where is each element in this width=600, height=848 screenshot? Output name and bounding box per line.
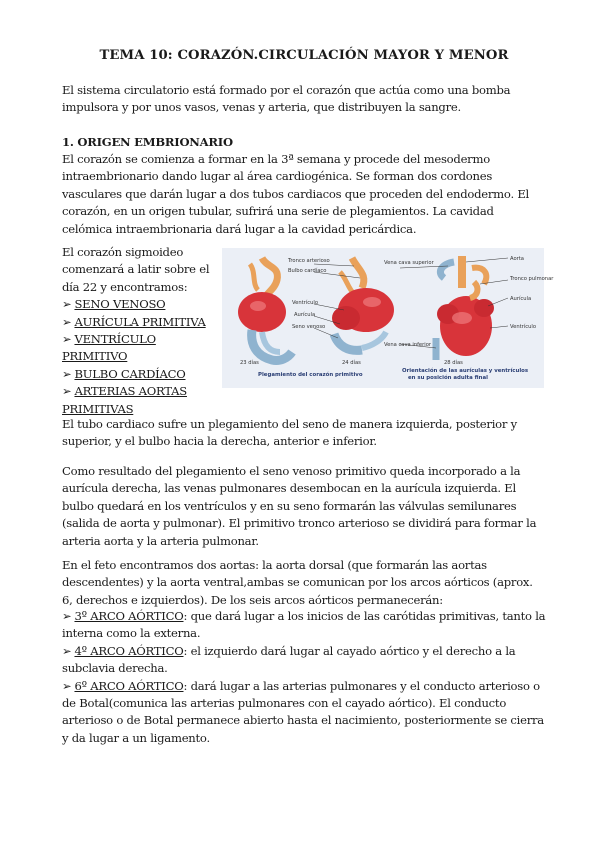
- svg-text:Aurícula: [510, 295, 531, 302]
- origen-paragraph: El corazón se comienza a formar en la 3ª semana y procede del mesodermo intraembrionario dando lugar al área cardiogénica. Se forman dos cordones vasculares que darán lugar a dos tubos cardiacos que proceden del endodermo. El corazón, en un origen tubular, sufrirá una serie de plegamientos. La cavidad celómica intraembrionaria dará lugar a la cavidad pericárdica.: [62, 152, 529, 236]
- arrow-bullet-icon: ➢: [62, 678, 72, 693]
- svg-text:Tronco arterioso: [287, 258, 330, 264]
- svg-text:28 días: [444, 359, 463, 366]
- label-auricula: Aurícula: [294, 312, 316, 318]
- svg-text:Ventrículo: [510, 323, 536, 330]
- day-label: 23 días: [240, 360, 259, 366]
- arco-text: : dará lugar a las arterias pulmonares y el conducto arterioso o de Botal(comunica las arterias pulmonares con el cayado aórtico). El conducto arterioso o de Botal permanece abierto hasta el nacimiento, posteriormente se cierra y da lugar a un ligamento.: [62, 678, 544, 745]
- label-seno-venoso: Seno venoso: [292, 324, 326, 330]
- label-ventriculo: Ventrículo: [292, 300, 318, 306]
- list-item: [62, 608, 546, 643]
- feto-paragraph: En el feto encontramos dos aortas: la aorta dorsal (que formarán las aortas descendentes) y la aorta ventral,ambas se comunican por los arcos aórticos (aprox. 6, derechos e izquierdos). De los seis arcos aórticos permanecerán:: [62, 558, 533, 607]
- label-vena-cava-inferior: Vena cava inferior: [384, 342, 432, 348]
- resultado-paragraph: Como resultado del plegamiento el seno venoso primitivo queda incorporado a la aurícula derecha, las venas pulmonares desembocan en la aurícula izquierda. El bulbo quedará en los ventrículos y en su seno formarán las válvulas semilunares (salida de aorta y pulmonar). El primitivo tronco arterioso se dividirá para formar la arteria aorta y la arteria pulmonar.: [62, 464, 537, 548]
- arco-name: 6º ARCO AÓRTICO: [74, 678, 184, 693]
- arrow-bullet-icon: ➢: [62, 609, 72, 623]
- svg-text:Aurícula: [294, 311, 315, 318]
- arrow-bullet-icon: ➢: [62, 332, 72, 347]
- svg-text:Ventrículo: [292, 299, 318, 306]
- sigmoid-intro: El corazón sigmoideo comenzará a latir sobre el día 22 y encontramos:: [62, 245, 210, 294]
- svg-text:Aorta: [510, 256, 524, 262]
- sigmoid-block: [62, 244, 220, 418]
- page-title: TEMA 10: CORAZÓN.CIRCULACIÓN MAYOR Y MENOR: [99, 48, 509, 63]
- arrow-bullet-icon: ➢: [62, 366, 72, 381]
- section-heading-origen: 1. ORIGEN EMBRIONARIO: [62, 135, 233, 149]
- list-item: ➢ SENO VENOSO: [62, 297, 166, 312]
- arrow-bullet-icon: ➢: [62, 643, 72, 658]
- list-item: [62, 643, 546, 678]
- arrow-bullet-icon: ➢: [62, 314, 72, 329]
- plegamiento-paragraph: El tubo cardiaco sufre un plegamiento del seno de manera izquierda, posterior y superior, y el bulbo hacia la derecha, anterior e inferior.: [62, 417, 517, 449]
- svg-text:Plegamiento del corazón primit: [258, 371, 363, 378]
- caption-left: Plegamiento del corazón primitivo: [258, 372, 363, 378]
- label-tronco-pulmonar: Tronco pulmonar: [510, 276, 554, 282]
- list-item: ➢ BULBO CARDÍACO: [62, 366, 186, 381]
- arco-name: 3º ARCO AÓRTICO: [74, 609, 184, 623]
- label-aorta: Aorta: [510, 256, 524, 262]
- arrow-bullet-icon: ➢: [62, 384, 72, 399]
- svg-text:24 días: [342, 359, 361, 366]
- svg-text:Bulbo cardíaco: [288, 267, 326, 274]
- svg-text:23 días: [240, 359, 259, 366]
- svg-text:Tronco pulmonar: [509, 276, 554, 282]
- day-label: 28 días: [444, 360, 463, 366]
- arco-text: : el izquierdo dará lugar al cayado aórtico y el derecho a la subclavia derecha.: [62, 643, 516, 676]
- label-tronco-arterioso: Tronco arterioso: [288, 258, 330, 264]
- arco-text: : que dará lugar a los inicios de las carótidas primitivas, tanto la interna como la externa.: [62, 609, 546, 641]
- svg-text:Vena cava superior: [384, 260, 435, 266]
- label-vena-cava-superior: Vena cava superior: [384, 260, 434, 266]
- list-item: [62, 678, 546, 748]
- caption-right: Orientación de las aurículas y ventrículos en su posición adulta final: [402, 368, 529, 381]
- label-ventriculo-adulto: Ventrículo: [510, 324, 536, 330]
- list-item: ➢ ARTERIAS AORTAS PRIMITIVAS: [62, 384, 187, 416]
- heart-development-figure: [222, 248, 554, 388]
- svg-text:Vena cava inferior: [384, 342, 432, 348]
- label-auricula-adulta: Aurícula: [510, 296, 532, 302]
- label-bulbo-cardiaco: Bulbo cardíaco: [288, 268, 327, 274]
- structure-list: [62, 296, 220, 418]
- day-label: 24 días: [342, 360, 361, 366]
- arrow-bullet-icon: ➢: [62, 297, 72, 312]
- arcos-list: [62, 608, 546, 747]
- svg-text:Seno venoso: [292, 324, 325, 330]
- list-item: ➢ VENTRÍCULO PRIMITIVO: [62, 332, 156, 364]
- arco-name: 4º ARCO AÓRTICO: [74, 643, 184, 658]
- intro-paragraph: El sistema circulatorio está formado por el corazón que actúa como una bomba impulsora y por unos vasos, venas y arteria, que distribuyen la sangre.: [62, 83, 511, 115]
- list-item: ➢ AURÍCULA PRIMITIVA: [62, 314, 206, 329]
